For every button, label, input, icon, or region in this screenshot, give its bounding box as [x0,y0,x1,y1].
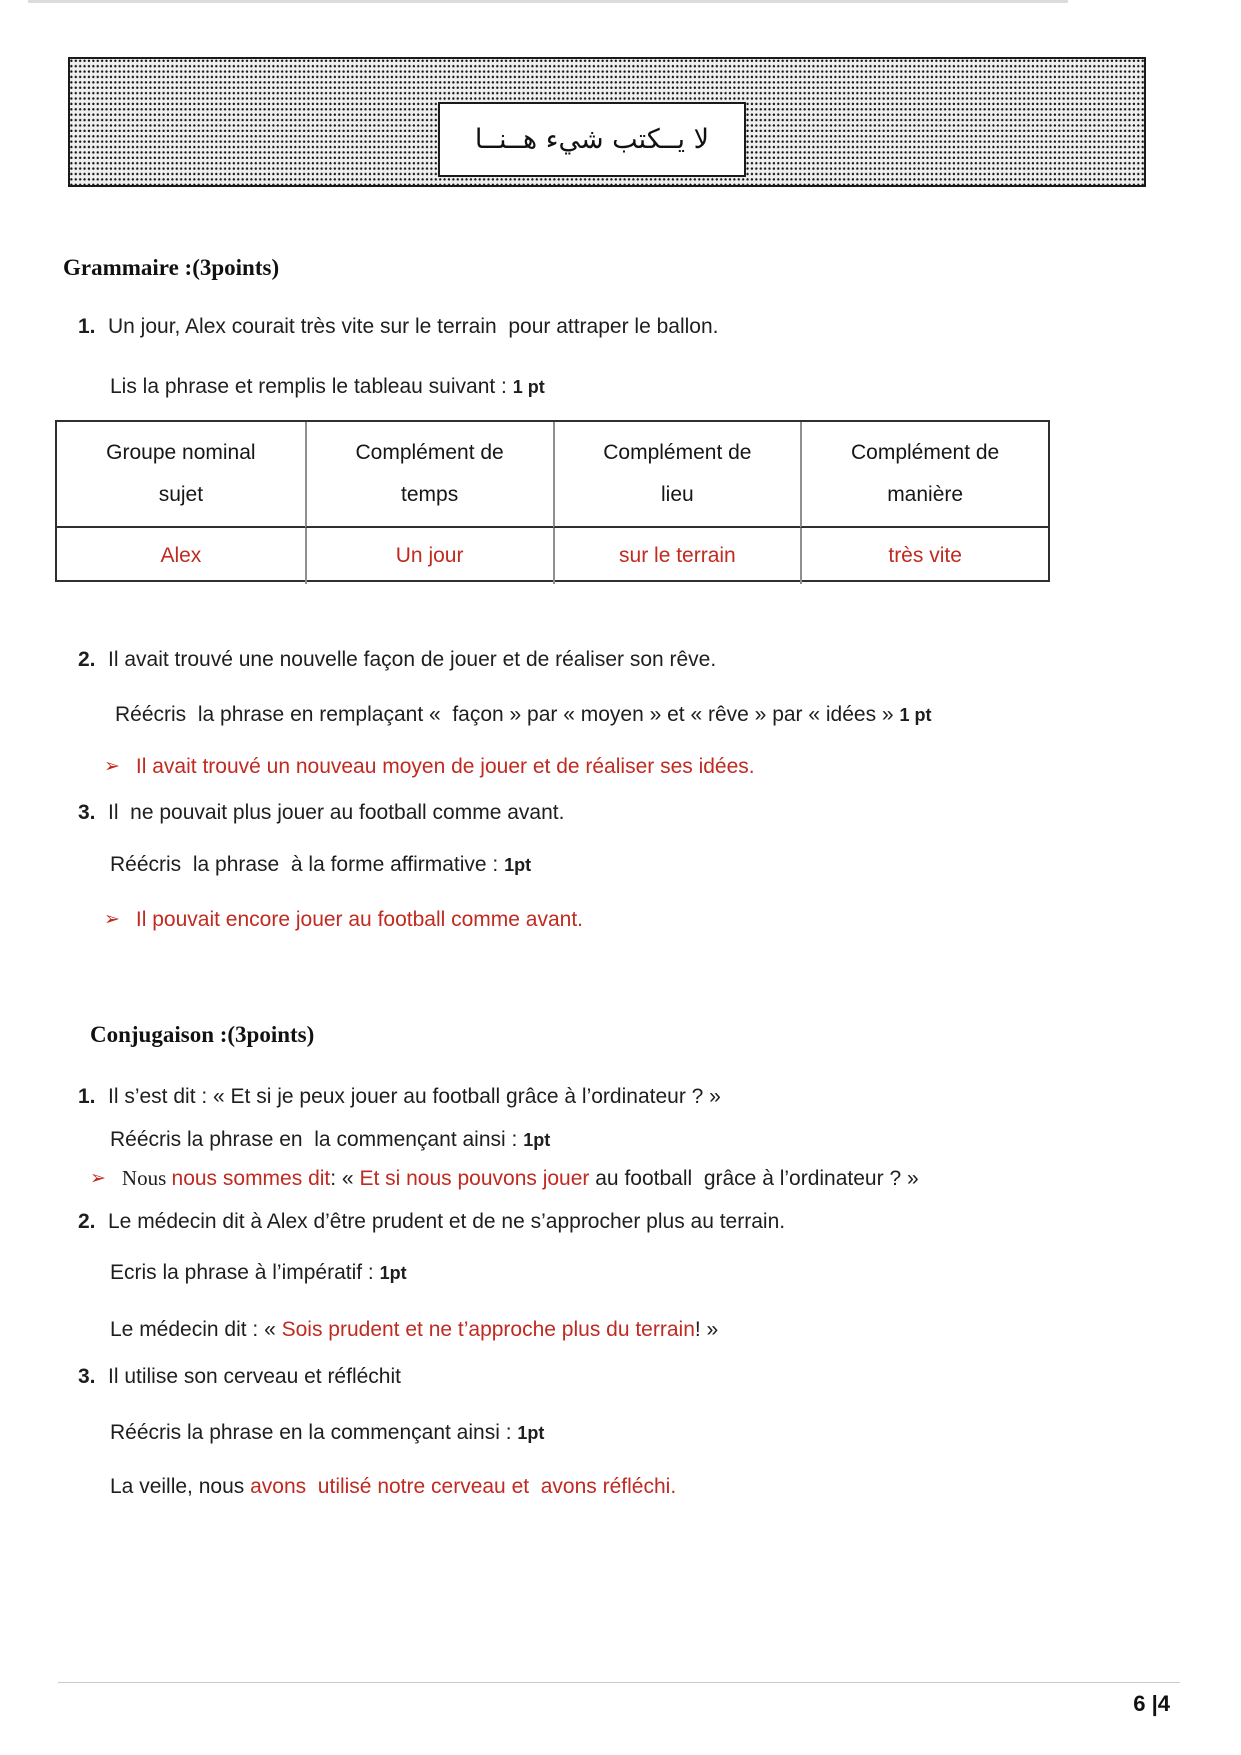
grammar-table [55,420,1050,582]
do-not-write-banner [68,57,1146,187]
footer-divider [58,1682,1180,1683]
grammar-q1-number: 1. [78,315,96,338]
grammar-heading: Grammaire :(3points) [63,255,280,280]
arrow-bullet-icon: ➢ [90,1167,106,1189]
table-header-cell: Complément de temps [305,422,553,528]
conjugation-q1-points: 1pt [523,1130,551,1150]
grammar-q2-instruction: Réécris la phrase en remplaçant « façon » par « moyen » et « rêve » par « idées » 1 pt [115,703,932,726]
arabic-notice-text: لا يــكتب شيء هــنــا [474,124,710,155]
grammar-q3-text: Il ne pouvait plus jouer au football comme avant. [108,801,565,824]
scan-artifact [28,0,1068,3]
grammar-q1-line [78,312,718,342]
grammar-q1-points: 1 pt [512,377,545,397]
conjugation-q2-number: 2. [78,1210,96,1233]
conjugation-q1-answer-line: ➢ Nous nous sommes dit: « Et si nous pouvons jouer au football grâce à l’ordinateur ? » [90,1163,919,1194]
notice-box [438,102,746,177]
conjugation-q2-text: Le médecin dit à Alex d’être prudent et de ne s’approcher plus au terrain. [108,1210,786,1233]
conjugation-q2-answer-line: Le médecin dit : « Sois prudent et ne t’approche plus du terrain! » [110,1318,719,1341]
grammar-q2-line [78,645,716,675]
table-answer-cell: Un jour [305,528,553,584]
page-number: 6 |4 [1133,1691,1170,1716]
conjugation-q1-instruction: Réécris la phrase en la commençant ainsi : 1pt [110,1128,551,1151]
conjugation-q3-points: 1pt [517,1423,545,1443]
conjugation-q3-text: Il utilise son cerveau et réfléchit [108,1365,401,1388]
conjugation-q3-instruction: Réécris la phrase en la commençant ainsi : 1pt [110,1421,545,1444]
grammar-q3-number: 3. [78,801,96,824]
grammar-q1-instruction: Lis la phrase et remplis le tableau suivant : 1 pt [110,375,545,398]
table-header-cell: Complément de manière [800,422,1048,528]
grammar-q3-answer-line [104,905,583,935]
grammar-q2-answer: Il avait trouvé un nouveau moyen de jouer et de réaliser ses idées. [135,755,755,778]
table-answer-cell: très vite [800,528,1048,584]
table-answer-cell: sur le terrain [553,528,801,584]
grammar-q3-points: 1pt [504,855,532,875]
conjugation-q2-points: 1pt [379,1263,407,1283]
conjugation-q1-text: Il s’est dit : « Et si je peux jouer au football grâce à l’ordinateur ? » [108,1085,721,1108]
grammar-q1-text: Un jour, Alex courait très vite sur le terrain pour attraper le ballon. [108,315,719,338]
conjugation-q3-answer-line: La veille, nous avons utilisé notre cerveau et avons réfléchi. [110,1475,677,1498]
conjugation-q1-line [78,1082,721,1112]
conjugation-q1-number: 1. [78,1085,96,1108]
grammar-q2-text: Il avait trouvé une nouvelle façon de jouer et de réaliser son rêve. [108,648,717,671]
grammar-q2-answer-line [104,752,755,782]
table-header-cell: Complément de lieu [553,422,801,528]
grammar-q2-points: 1 pt [899,705,932,725]
conjugation-heading: Conjugaison :(3points) [90,1022,315,1047]
arrow-bullet-icon: ➢ [104,908,120,930]
grammar-q2-number: 2. [78,648,96,671]
grammar-q3-instruction: Réécris la phrase à la forme affirmative : 1pt [110,853,532,876]
grammar-q3-answer: Il pouvait encore jouer au football comme avant. [135,908,584,931]
table-answer-cell: Alex [160,544,202,567]
arrow-bullet-icon: ➢ [104,755,120,777]
conjugation-q3-number: 3. [78,1365,96,1388]
conjugation-q2-line [78,1207,785,1237]
conjugation-q2-instruction: Ecris la phrase à l’impératif : 1pt [110,1261,407,1284]
table-header-cell: Groupe nominal sujet [57,422,305,528]
grammar-q3-line [78,798,564,828]
conjugation-q3-line [78,1362,401,1392]
